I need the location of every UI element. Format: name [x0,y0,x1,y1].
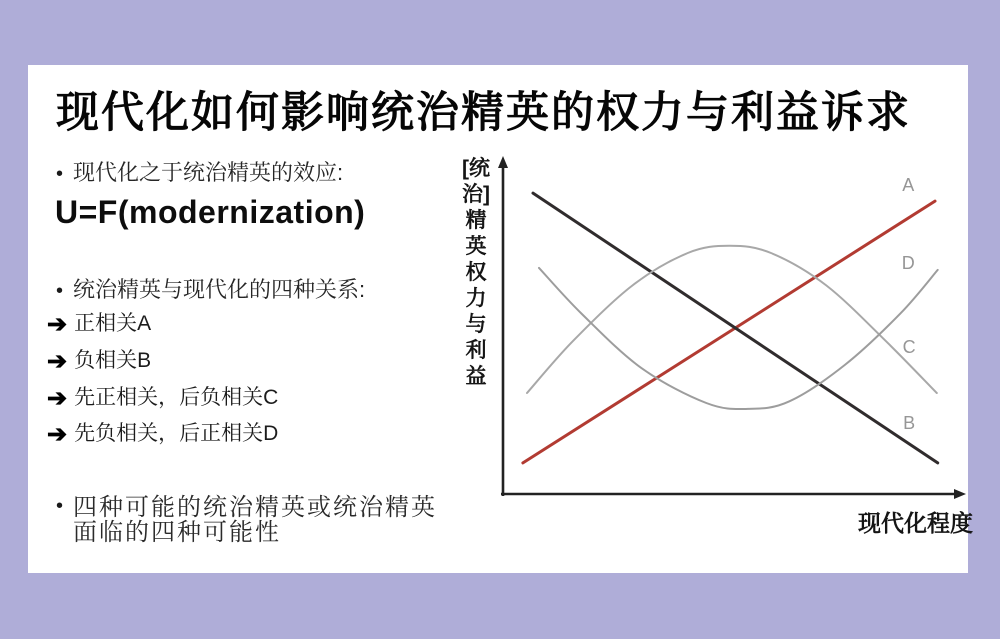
slide-title: 现代化如何影响统治精英的权力与利益诉求 [56,89,911,137]
arrow-right-icon: ➔ [47,348,68,375]
series-label-C: C [902,337,916,357]
relation-item-b-label: 负相关B [74,349,152,372]
series-label-A: A [902,174,915,195]
relation-item-a-label: 正相关A [74,312,152,335]
formula-text: U=F(modernization) [55,194,366,230]
y-axis-label-line: 利 [465,339,487,362]
bullet-relations [56,278,365,303]
bullet-icon: • [56,280,64,302]
arrow-right-icon: ➔ [47,311,68,338]
series-line-D [539,268,938,409]
arrow-right-icon: ➔ [47,421,68,448]
y-axis-arrow-icon [498,156,508,168]
bullet-effect-label: 现代化之于统治精英的效应: [73,160,344,185]
series-label-D: D [901,253,915,273]
y-axis-label-line: 益 [465,365,487,388]
y-axis-label-line: 权 [465,261,487,284]
arrow-right-icon: ➔ [47,385,68,412]
relation-item-d [47,421,278,447]
x-axis-arrow-icon [954,489,966,499]
bullet-icon: • [56,495,64,517]
bullet-relations-label: 统治精英与现代化的四种关系: [73,277,366,302]
bullet-conclusion [56,495,439,545]
y-axis-label-line: 力 [465,287,487,310]
y-axis-label-line: 英 [465,235,487,258]
series-label-B: B [903,412,916,433]
relation-item-c [47,385,278,411]
bullet-effect [56,161,343,186]
y-axis-label-line: 精 [465,209,487,232]
relation-item-a [47,311,151,337]
y-axis-label-line: 治] [462,183,490,206]
bullet-conclusion-text: 四种可能的统治精英或统治精英面临的四种可能性 [73,494,438,546]
y-axis-label-line: [统 [462,157,490,180]
relation-item-c-label: 先正相关，后负相关C [74,386,279,409]
series-line-B [533,193,938,463]
x-axis-label: 现代化程度 [858,510,973,536]
series-line-A [523,201,935,463]
relation-item-b [47,348,151,374]
y-axis-label-line: 与 [465,313,487,336]
relation-item-d-label: 先负相关，后正相关D [74,422,279,445]
bullet-icon: • [56,163,64,185]
